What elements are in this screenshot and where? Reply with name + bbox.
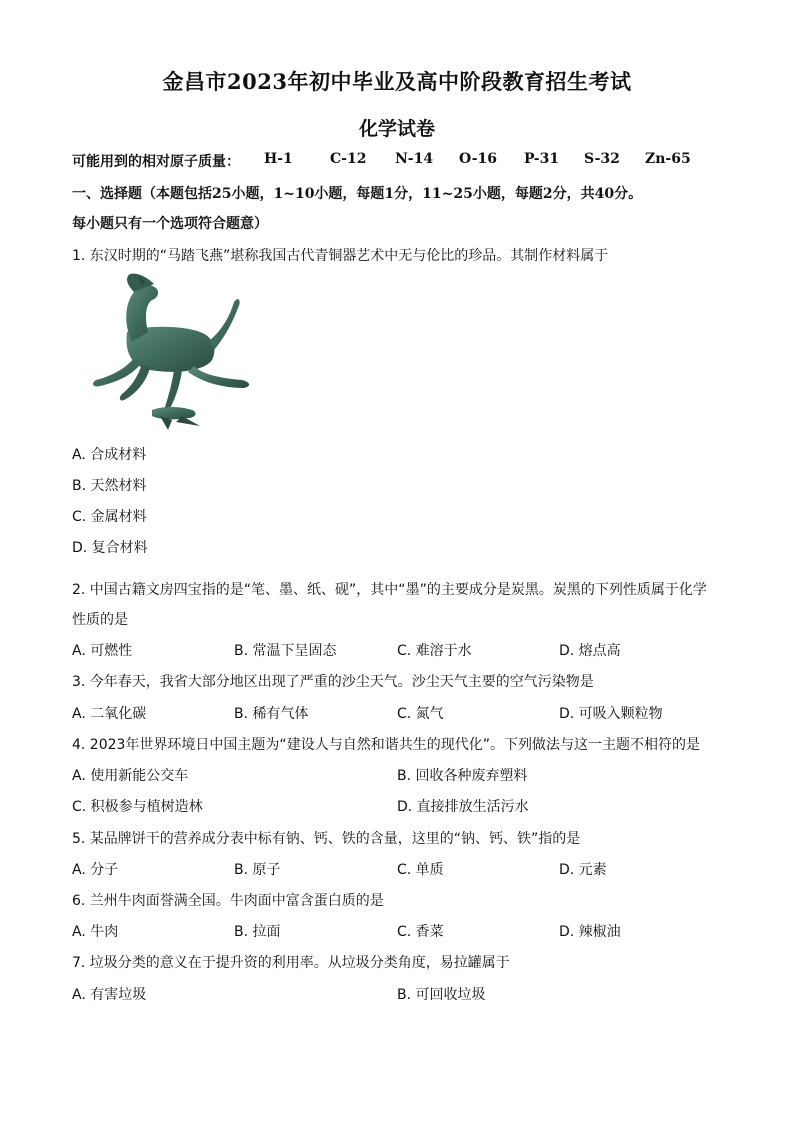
atom-o: O-16 <box>459 151 498 167</box>
question-1-option-a: A. 合成材料 <box>72 447 147 463</box>
atom-c: C-12 <box>330 151 367 167</box>
question-4-stem: 4. 2023年世界环境日中国主题为“建设人与自然和谐共生的现代化”。下列做法与这一主题不相符的是 <box>72 737 700 753</box>
question-7-option-a: A. 有害垃圾 <box>72 987 147 1003</box>
question-3-option-d: D. 可吸入颗粒物 <box>559 706 663 722</box>
question-6-option-b: B. 拉面 <box>234 924 281 940</box>
question-3-option-c: C. 氮气 <box>397 706 444 722</box>
question-5-option-c: C. 单质 <box>397 862 444 878</box>
question-2-option-d: D. 熔点高 <box>559 643 621 659</box>
section-heading-cont: 每小题只有一个选项符合题意） <box>72 216 268 232</box>
question-4-option-b: B. 回收各种废弃塑料 <box>397 768 528 784</box>
question-4-option-c: C. 积极参与植树造林 <box>72 799 203 815</box>
question-3-option-b: B. 稀有气体 <box>234 706 309 722</box>
question-1-option-b: B. 天然材料 <box>72 478 147 494</box>
atom-n: N-14 <box>395 151 434 167</box>
atomic-masses <box>72 151 691 171</box>
question-2-option-a: A. 可燃性 <box>72 643 133 659</box>
atom-s: S-32 <box>584 151 620 167</box>
question-3-option-a: A. 二氧化碳 <box>72 706 147 722</box>
section-heading: 一、选择题（本题包括25小题，1~10小题，每题1分，11~25小题，每题2分，共40分。 <box>72 186 643 202</box>
question-1-option-d: D. 复合材料 <box>72 540 148 556</box>
question-3-stem: 3. 今年春天，我省大部分地区出现了严重的沙尘天气。沙尘天气主要的空气污染物是 <box>72 674 594 690</box>
question-5-option-a: A. 分子 <box>72 862 119 878</box>
question-4-option-d: D. 直接排放生活污水 <box>397 799 529 815</box>
question-5-option-d: D. 元素 <box>559 862 607 878</box>
question-6-option-c: C. 香菜 <box>397 924 444 940</box>
question-2-stem: 2. 中国古籍文房四宝指的是“笔、墨、纸、砚”，其中“墨”的主要成分是炭黑。炭黑的下列性质属于化学 <box>72 582 707 598</box>
question-6-stem: 6. 兰州牛肉面誉满全国。牛肉面中富含蛋白质的是 <box>72 893 384 909</box>
question-1-option-c: C. 金属材料 <box>72 509 147 525</box>
question-1-stem: 1. 东汉时期的“马踏飞燕”堪称我国古代青铜器艺术中无与伦比的珍品。其制作材料属于 <box>72 248 609 264</box>
exam-subtitle: 化学试卷 <box>358 118 435 140</box>
exam-title: 金昌市2023年初中毕业及高中阶段教育招生考试 <box>162 69 632 94</box>
question-2-option-b: B. 常温下呈固态 <box>234 643 337 659</box>
atom-zn: Zn-65 <box>645 151 691 167</box>
atomic-masses-label: 可能用到的相对原子质量： <box>72 154 240 170</box>
question-7-stem: 7. 垃圾分类的意义在于提升资的利用率。从垃圾分类角度，易拉罐属于 <box>72 955 510 971</box>
question-6-option-d: D. 辣椒油 <box>559 924 621 940</box>
atom-p: P-31 <box>524 151 560 167</box>
question-5-option-b: B. 原子 <box>234 862 281 878</box>
question-7-option-b: B. 可回收垃圾 <box>397 987 486 1003</box>
question-5-stem: 5. 某品牌饼干的营养成分表中标有钠、钙、铁的含量，这里的“钠、钙、铁”指的是 <box>72 831 581 847</box>
question-6-option-a: A. 牛肉 <box>72 924 119 940</box>
question-2-stem-cont: 性质的是 <box>72 612 128 628</box>
question-2-option-c: C. 难溶于水 <box>397 643 472 659</box>
bronze-galloping-horse-image <box>72 270 262 435</box>
atom-h: H-1 <box>264 151 293 167</box>
question-4-option-a: A. 使用新能公交车 <box>72 768 189 784</box>
